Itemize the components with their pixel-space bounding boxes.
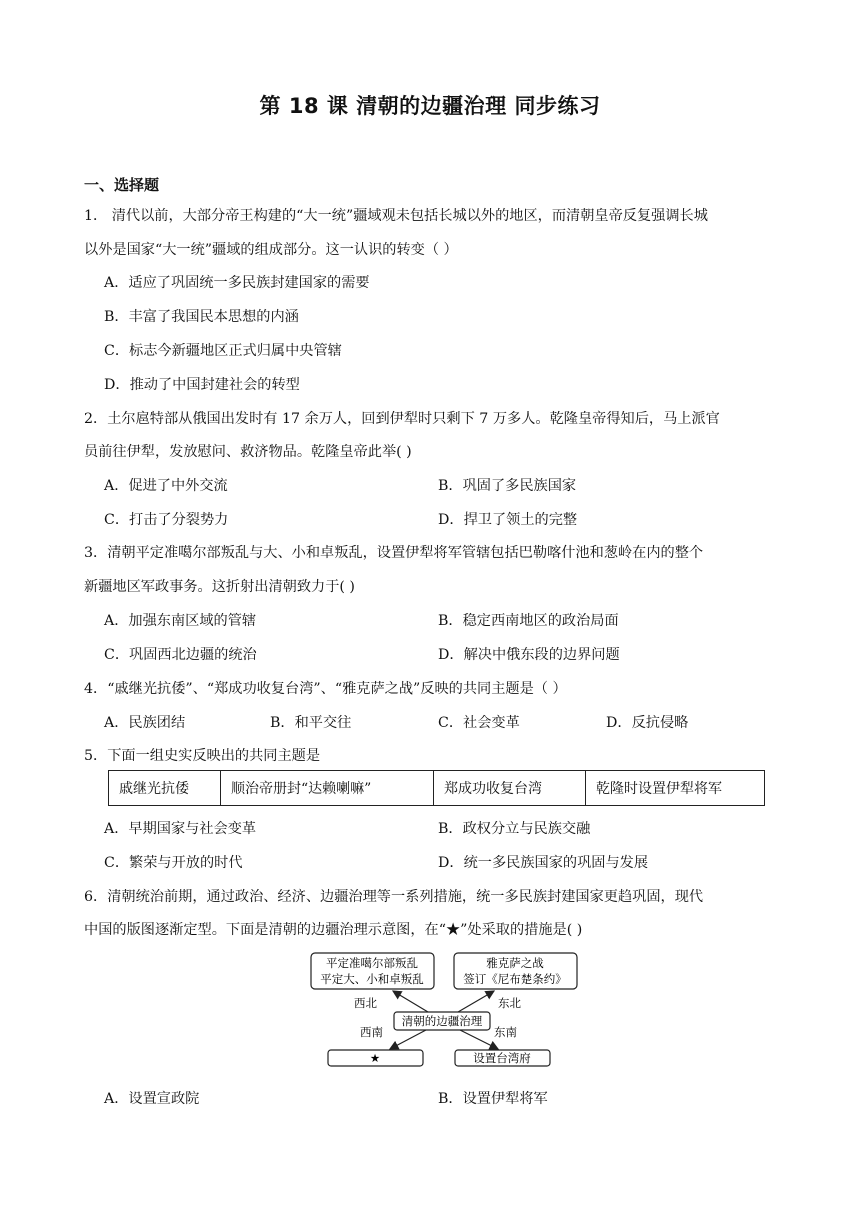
q1-option-c: C．标志今新疆地区正式归属中央管辖 (104, 343, 342, 359)
q3-option-b: B．稳定西南地区的政治局面 (438, 613, 619, 629)
label-southwest: 西南 (360, 1025, 383, 1039)
diagram-northeast-text-2: 签订《尼布楚条约》 (463, 972, 567, 986)
label-northeast: 东北 (498, 996, 521, 1010)
q2-stem-line1: 2．土尔扈特部从俄国出发时有 17 余万人，回到伊犁时只剩下 7 万多人。乾隆皇帝得知后，马上派官 (84, 411, 720, 427)
q2-option-d: D．捍卫了领土的完整 (438, 512, 578, 528)
label-southeast: 东南 (494, 1025, 517, 1039)
q3-option-d: D．解决中俄东段的边界问题 (438, 647, 620, 663)
arrow-southwest (390, 1030, 426, 1049)
table-cell: 乾隆时设置伊犁将军 (586, 771, 765, 806)
q4-stem-line1: 4．“戚继光抗倭”、“郑成功收复台湾”、“雅克萨之战”反映的共同主题是（ ） (84, 681, 567, 697)
q4-option-a: A．民族团结 (104, 715, 186, 731)
q3-option-c: C．巩固西北边疆的统治 (104, 647, 257, 663)
q3-option-a: A．加强东南区域的管辖 (104, 613, 257, 629)
diagram-southeast-text: 设置台湾府 (473, 1051, 531, 1065)
section-heading: 一、选择题 (84, 176, 160, 194)
q3-stem-line2: 新疆地区军政事务。这折射出清朝致力于( ) (84, 579, 355, 595)
q6-stem-line2: 中国的版图逐渐定型。下面是清朝的边疆治理示意图，在“★”处采取的措施是( ) (84, 922, 583, 938)
arrow-southeast (460, 1030, 498, 1049)
diagram-center-text: 清朝的边疆治理 (401, 1014, 483, 1028)
q5-events-table (108, 770, 765, 806)
q1-option-a: A．适应了巩固统一多民族封建国家的需要 (104, 275, 370, 291)
q3-stem-line1: 3．清朝平定准噶尔部叛乱与大、小和卓叛乱，设置伊犁将军管辖包括巴勒喀什池和葱岭在内的整个 (84, 545, 704, 561)
q6-stem-line1: 6．清朝统治前期，通过政治、经济、边疆治理等一系列措施，统一多民族封建国家更趋巩固，现代 (84, 889, 704, 905)
q5-option-a: A．早期国家与社会变革 (104, 821, 257, 837)
table-cell: 顺治帝册封“达赖喇嘛” (221, 771, 434, 806)
q5-option-c: C．繁荣与开放的时代 (104, 855, 243, 871)
q5-option-d: D．统一多民族国家的巩固与发展 (438, 855, 649, 871)
q1-stem-line1: 1． 清代以前，大部分帝王构建的“大一统”疆域观未包括长城以外的地区，而清朝皇帝反复强调长城 (84, 208, 708, 224)
q4-option-c: C．社会变革 (438, 715, 520, 731)
q2-option-a: A．促进了中外交流 (104, 478, 228, 494)
diagram-northeast-text-1: 雅克萨之战 (486, 956, 544, 970)
table-cell: 郑成功收复台湾 (434, 771, 586, 806)
arrow-northwest (393, 991, 428, 1012)
q6-option-b: B．设置伊犁将军 (438, 1091, 548, 1107)
border-governance-diagram (308, 950, 580, 1070)
page-title: 第 18 课 清朝的边疆治理 同步练习 (259, 94, 601, 118)
diagram-northwest-text-2: 平定大、小和卓叛乱 (320, 972, 424, 986)
q2-option-c: C．打击了分裂势力 (104, 512, 229, 528)
diagram-northwest-text-1: 平定准噶尔部叛乱 (326, 956, 418, 970)
q5-option-b: B．政权分立与民族交融 (438, 821, 591, 837)
diagram-southwest-star: ★ (369, 1051, 381, 1065)
q4-option-d: D．反抗侵略 (606, 715, 689, 731)
q1-stem-line2: 以外是国家“大一统”疆域的组成部分。这一认识的转变（ ） (84, 242, 458, 258)
q2-option-b: B．巩固了多民族国家 (438, 478, 577, 494)
q2-stem-line2: 员前往伊犁，发放慰问、救济物品。乾隆皇帝此举( ) (84, 444, 412, 460)
table-row (109, 771, 765, 806)
q5-stem-line1: 5．下面一组史实反映出的共同主题是 (84, 748, 321, 764)
label-northwest: 西北 (354, 996, 377, 1010)
table-cell: 戚继光抗倭 (109, 771, 221, 806)
arrow-northeast (458, 991, 494, 1012)
q1-option-d: D．推动了中国封建社会的转型 (104, 377, 300, 393)
q4-option-b: B．和平交往 (270, 715, 352, 731)
q1-option-b: B．丰富了我国民本思想的内涵 (104, 309, 299, 325)
q6-option-a: A．设置宣政院 (104, 1091, 200, 1107)
